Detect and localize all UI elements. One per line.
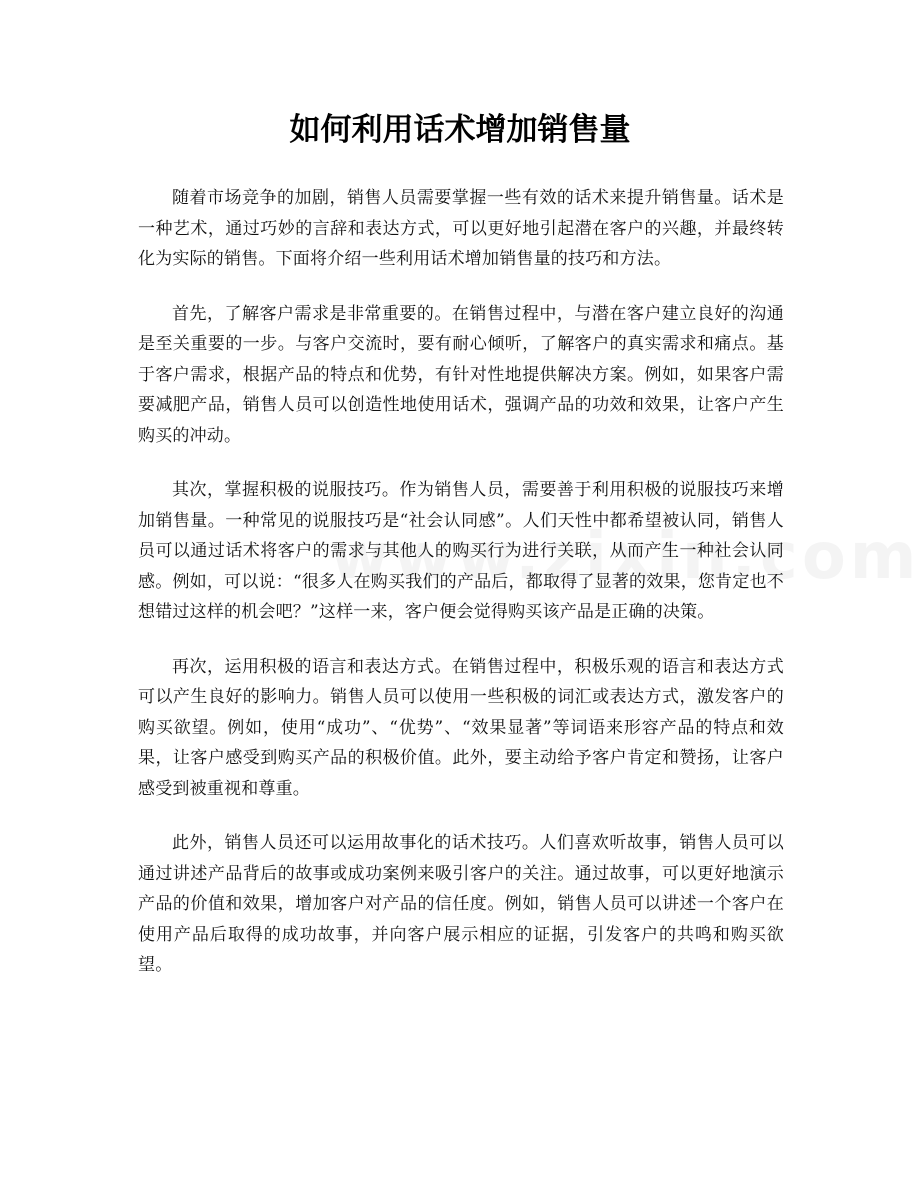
page-title: 如何利用话术增加销售量 [289, 112, 631, 148]
document-body [138, 183, 784, 1005]
paragraph-fourth: 此外，销售人员还可以运用故事化的话术技巧。人们喜欢听故事，销售人员可以通过讲述产品背后的故事或成功案例来吸引客户的关注。通过故事，可以更好地演示产品的价值和效果，增加客户对产品的信任度。例如，销售人员可以讲述一个客户在使用产品后取得的成功故事，并向客户展示相应的证据，引发客户的共鸣和购买欲望。 [138, 833, 784, 975]
paragraph-third: 再次，运用积极的语言和表达方式。在销售过程中，积极乐观的语言和表达方式可以产生良好的影响力。销售人员可以使用一些积极的词汇或表达方式，激发客户的购买欲望。例如，使用“成功”、“优势”、“效果显著”等词语来形容产品的特点和效果，让客户感受到购买产品的积极价值。此外，要主动给予客户肯定和赞扬，让客户感受到被重视和尊重。 [138, 656, 784, 799]
paragraph-intro: 随着市场竞争的加剧，销售人员需要掌握一些有效的话术来提升销售量。话术是一种艺术，通过巧妙的言辞和表达方式，可以更好地引起潜在客户的兴趣，并最终转化为实际的销售。下面将介绍一些利用话术增加销售量的技巧和方法。 [138, 188, 784, 269]
paragraph-second: 其次，掌握积极的说服技巧。作为销售人员，需要善于利用积极的说服技巧来增加销售量。一种常见的说服技巧是“社会认同感”。人们天性中都希望被认同，销售人员可以通过话术将客户的需求与其他人的购买行为进行关联，从而产生一种社会认同感。例如，可以说：“很多人在购买我们的产品后，都取得了显著的效果，您肯定也不想错过这样的机会吧？”这样一来，客户便会觉得购买该产品是正确的决策。 [138, 480, 784, 622]
paragraph-first: 首先，了解客户需求是非常重要的。在销售过程中，与潜在客户建立良好的沟通是至关重要的一步。与客户交流时，要有耐心倾听，了解客户的真实需求和痛点。基于客户需求，根据产品的特点和优势，有针对性地提供解决方案。例如，如果客户需要减肥产品，销售人员可以创造性地使用话术，强调产品的功效和效果，让客户产生购买的冲动。 [138, 303, 784, 446]
